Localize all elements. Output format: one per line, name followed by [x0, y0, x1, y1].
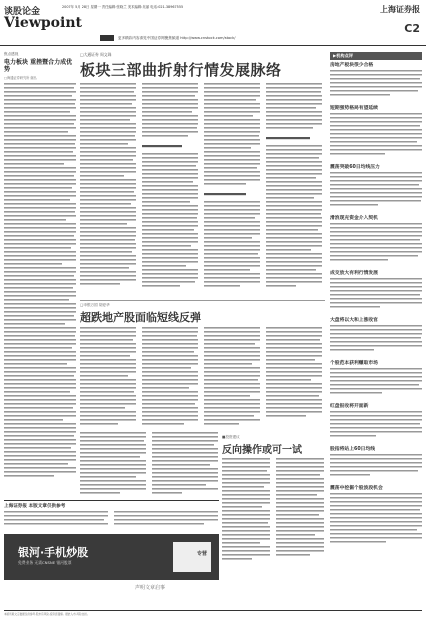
section-en-title: Viewpoint [4, 15, 82, 31]
left-title: 电力板块 重挫暨合力成优势 [4, 59, 73, 73]
left-kicker: 焦点透视 [4, 52, 19, 56]
sidebar-item [330, 165, 422, 213]
page-header [0, 0, 426, 46]
text-lines [330, 410, 422, 440]
sidebar-item [330, 486, 422, 556]
lead-headline: 板块三部曲折射行情发展脉络 [80, 61, 282, 79]
paper-name: 上海证券报 [380, 4, 420, 14]
lead-article [80, 52, 325, 292]
text-lines [330, 324, 422, 354]
issue-info: 2007年 5月 28日 星期一 责任编辑:张晓兰 美术编辑:吴丽 电话:021-38967555 [62, 5, 184, 9]
second-article [80, 300, 325, 430]
sidebar-item [330, 106, 422, 162]
sidebar-item-title: 股指将站上60日均线 [330, 447, 376, 452]
lead-byline: □大通证券 周文珠 [80, 52, 112, 57]
third-byline: ■投资建议 [222, 435, 240, 439]
ad-title: 银河·手机炒股 [18, 546, 89, 559]
sidebar-item [330, 361, 422, 401]
text-lines [330, 453, 422, 479]
sidebar-item-title: 个股范本获利赚取市场 [330, 361, 378, 366]
tagline: 更多精彩内容请见中国证券网聚焦频道 http://www.cnstock.com/stock/ [118, 36, 236, 40]
section-name: 谈股论金 [4, 7, 41, 17]
sidebar-item [330, 447, 422, 483]
text-lines [330, 171, 422, 209]
notices-block [4, 500, 219, 530]
sidebar-item-title: 震荡中挖掘个股波段机会 [330, 486, 383, 491]
left-column [4, 52, 76, 497]
sidebar-header: ▶机构点评 [330, 52, 422, 60]
ad-tag: 专营 [196, 551, 207, 557]
sidebar-item-title: 大盘将以大和上涨收官 [330, 318, 378, 323]
page-number: C2 [404, 22, 420, 35]
notices-title: 上海证券报 本版文章仅供参考 [4, 504, 66, 509]
third-headline: 反向操作或可一试 [222, 445, 302, 456]
sidebar-item-title: 滑浪现充资金介入契机 [330, 216, 378, 221]
mid-left-article [80, 432, 218, 498]
second-byline: □申银万国 胡爱华 [80, 303, 110, 307]
sidebar-item-title: 红盘报收将开面新 [330, 404, 369, 409]
text-lines [330, 367, 422, 397]
sidebar-item [330, 404, 422, 444]
second-headline: 超跌地产股面临短线反弹 [80, 311, 201, 324]
sidebar-item [330, 271, 422, 315]
lead-body-columns [80, 83, 325, 293]
third-body-columns [222, 458, 325, 566]
sidebar-item [330, 216, 422, 268]
second-body-columns [80, 327, 325, 437]
tagline-mark [100, 35, 114, 41]
sidebar-item-title: 短期强势格局有望延续 [330, 106, 378, 111]
text-lines [330, 112, 422, 158]
text-lines [330, 492, 422, 552]
sidebar-item-title: 震荡突破60日均线压力 [330, 165, 380, 170]
sidebar-item [330, 318, 422, 358]
left-body-text [4, 83, 76, 483]
advertisement-banner[interactable] [4, 534, 219, 580]
sidebar-commentary [330, 52, 422, 572]
sidebar-item-title: 房地产板块很少合格 [330, 63, 374, 68]
text-lines [330, 277, 422, 311]
third-article [222, 435, 325, 565]
text-lines [330, 222, 422, 264]
text-lines [4, 83, 76, 483]
text-lines [4, 509, 219, 529]
footer-disclaimer: 本版所载文章数据仅供参考,股市有风险,投资需谨慎。据此入市,风险自担。 [4, 610, 422, 616]
ad-logo-box [173, 542, 211, 572]
left-byline: □海通证券研究所 谢丛 [4, 76, 37, 80]
text-lines [80, 432, 218, 498]
footer-note: 声明文章启事 [134, 585, 165, 591]
sidebar-item [330, 63, 422, 103]
ad-subtitle: 免费业务 无需CNSNE 银河股票 [18, 560, 72, 565]
sidebar-item-title: 成交放大有利行情发展 [330, 271, 378, 276]
text-lines [330, 69, 422, 99]
